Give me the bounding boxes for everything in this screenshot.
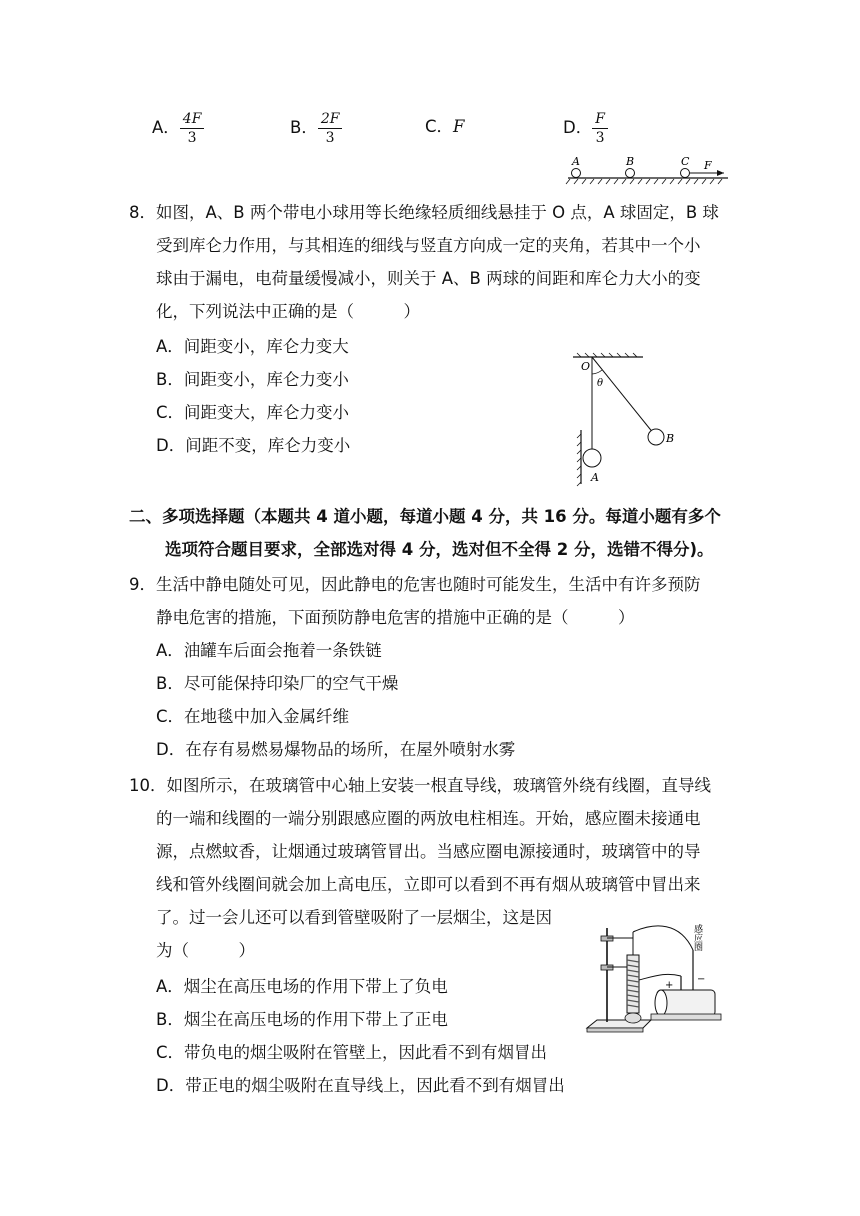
q7-option-d [563, 110, 608, 147]
q10-line-2: 的一端和线圈的一端分别跟感应圈的两放电柱相连。开始，感应圈未接通电 [156, 809, 701, 828]
q7-option-b-denominator: 3 [325, 130, 335, 146]
q7-option-c [425, 110, 464, 143]
q8-option-a: A．间距变小，库仑力变大 [156, 337, 349, 356]
q7-label-a: A [572, 155, 580, 168]
q10-base-plate [587, 1020, 651, 1028]
q8-ball-a [583, 449, 601, 467]
q7-label-c: C [681, 155, 690, 168]
q8-stem [129, 196, 719, 328]
q7-label-b: B [626, 155, 635, 168]
q7-figure [562, 152, 732, 186]
q7-option-a [152, 110, 204, 147]
q10-minus-sign: − [697, 974, 706, 985]
q7-option-a-fraction [180, 110, 205, 147]
q10-option-d: D．带正电的烟尘吸附在直导线上，因此看不到有烟冒出 [156, 1076, 565, 1095]
q7-option-a-label: A． [152, 118, 180, 137]
q10-option-a: A．烟尘在高压电场的作用下带上了负电 [156, 977, 448, 996]
q9-option-b: B．尽可能保持印染厂的空气干燥 [156, 674, 399, 693]
q8-line-4: 化，下列说法中正确的是（ ） [156, 302, 420, 321]
q8-label-o: O [581, 360, 591, 373]
section2-heading-line-1: 二、多项选择题（本题共 4 道小题，每道小题 4 分，共 16 分。每道小题有多个 [129, 507, 721, 526]
q9-option-a: A．油罐车后面会拖着一条铁链 [156, 641, 382, 660]
q8-option-c: C．间距变大，库仑力变小 [156, 403, 350, 422]
q10-option-b: B．烟尘在高压电场的作用下带上了正电 [156, 1010, 448, 1029]
q10-glass-tube [627, 955, 639, 1013]
q7-option-c-value: F [453, 117, 465, 136]
q10-options [156, 970, 565, 1102]
q7-option-d-numerator: F [592, 110, 608, 129]
q10-line-4: 线和管外线圈间就会加上高电压，立即可以看到不再有烟从玻璃管中冒出来 [156, 875, 701, 894]
q7-option-b [290, 110, 342, 147]
q7-option-d-fraction [592, 110, 608, 147]
q8-line-2: 受到库仑力作用，与其相连的细线与竖直方向成一定的夹角，若其中一个小 [156, 236, 701, 255]
q9-line-2: 静电危害的措施，下面预防静电危害的措施中正确的是（ ） [156, 608, 635, 627]
q9-options [156, 634, 515, 766]
q10-line-5: 了。过一会儿还可以看到管壁吸附了一层烟尘，这是因 [156, 908, 552, 927]
q10-option-c: C．带负电的烟尘吸附在管壁上，因此看不到有烟冒出 [156, 1043, 548, 1062]
q10-coil-label: 感应圈 [692, 924, 702, 951]
q7-label-f: F [704, 159, 712, 172]
q7-option-a-numerator: 4F [180, 110, 205, 129]
q8-ball-b [648, 429, 664, 445]
q10-plus-sign: + [665, 980, 674, 991]
q7-option-d-label: D． [563, 118, 593, 137]
q9-option-c: C．在地毯中加入金属纤维 [156, 707, 350, 726]
q8-option-d: D．间距不变，库仑力变小 [156, 436, 351, 455]
q7-ball-c [681, 169, 690, 178]
q7-option-a-denominator: 3 [187, 130, 197, 146]
q10-line-3: 源，点燃蚊香，让烟通过玻璃管冒出。当感应圈电源接通时，玻璃管中的导 [156, 842, 701, 861]
q7-ball-a [572, 169, 581, 178]
q8-figure [568, 352, 688, 487]
q9-line-1: 9．生活中静电随处可见，因此静电的危害也随时可能发生，生活中有许多预防 [129, 575, 701, 594]
q7-option-b-label: B． [290, 118, 318, 137]
q10-line-1: 10．如图所示，在玻璃管中心轴上安装一根直导线，玻璃管外绕有线圈，直导线 [129, 776, 711, 795]
q8-label-a: A [591, 471, 599, 484]
q8-label-b: B [666, 432, 675, 445]
q7-option-b-numerator: 2F [318, 110, 343, 129]
q8-option-b: B．间距变小，库仑力变小 [156, 370, 349, 389]
q8-options [156, 330, 350, 462]
q8-line-3: 球由于漏电，电荷量缓慢减小，则关于 A、B 两球的间距和库仑力大小的变 [156, 269, 701, 288]
q7-option-c-label: C． [425, 117, 454, 136]
q7-option-d-denominator: 3 [595, 130, 605, 146]
q8-label-theta: θ [597, 378, 604, 389]
section2-heading-line-2: 选项符合题目要求，全部选对得 4 分，选对但不全得 2 分，选错不得分)。 [165, 540, 714, 559]
q9-option-d: D．在存有易燃易爆物品的场所，在屋外喷射水雾 [156, 740, 516, 759]
q8-string-b [592, 357, 654, 434]
q9-stem [129, 568, 701, 634]
q10-figure [585, 920, 725, 1045]
q7-option-b-fraction [318, 110, 343, 147]
q8-line-1: 8．如图，A、B 两个带电小球用等长绝缘轻质细线悬挂于 O 点，A 球固定，B 球 [129, 203, 719, 222]
q7-ball-b [626, 169, 635, 178]
q10-line-6: 为（ ） [156, 941, 255, 960]
